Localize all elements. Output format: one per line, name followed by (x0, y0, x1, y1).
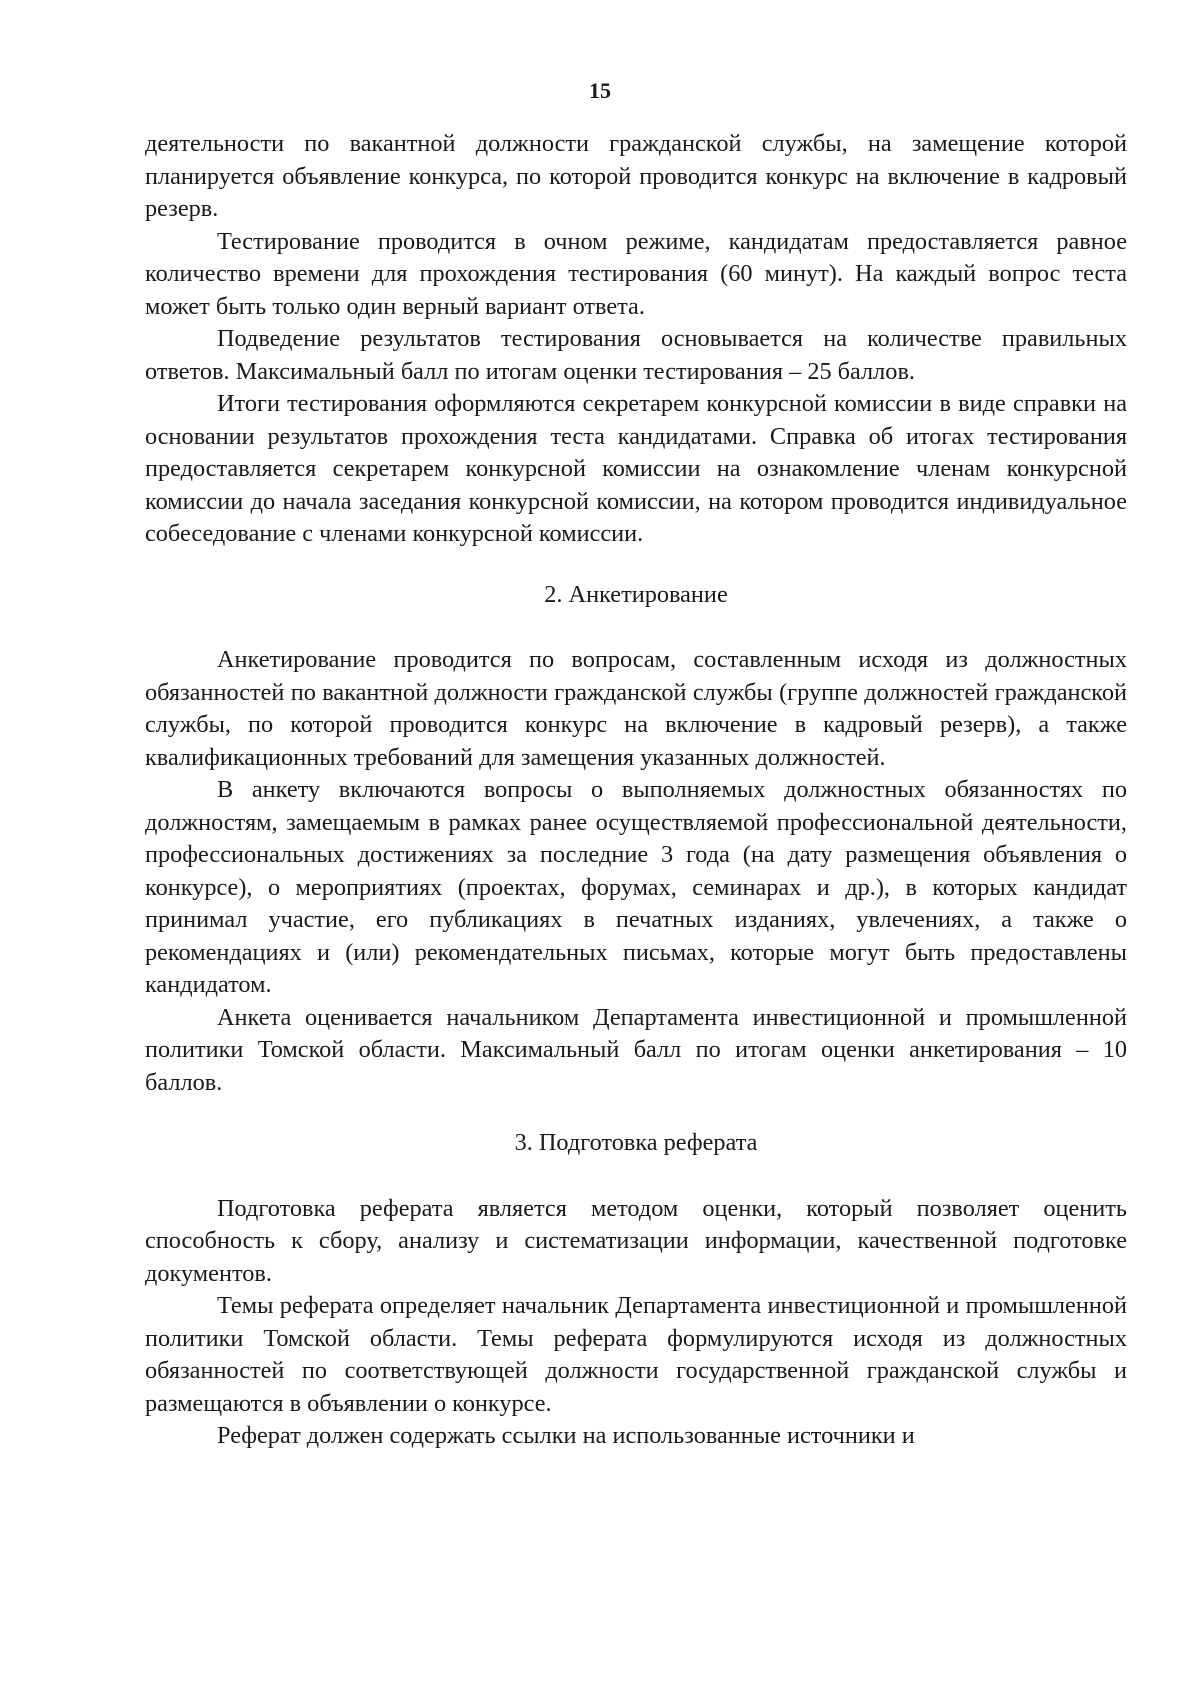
paragraph: Темы реферата определяет начальник Департамента инвестиционной и промышленной политики Томской области. Темы реферата формулируются исходя из должностных обязанностей по соответствующей должности государственной гражданской службы и размещаются в объявлении о конкурсе. (145, 1292, 1127, 1417)
section-heading-questionnaire: 2. Анкетирование (544, 580, 728, 608)
paragraph: Тестирование проводится в очном режиме, кандидатам предоставляется равное количество времени для прохождения тестирования (60 минут). На каждый вопрос теста может быть только один верный вариант ответа. (145, 227, 1127, 320)
paragraph: Подведение результатов тестирования основывается на количестве правильных ответов. Максимальный балл по итогам оценки тестирования – 25 баллов. (145, 325, 1127, 385)
page-number: 15 (589, 78, 611, 103)
paragraph: Реферат должен содержать ссылки на использованные источники и (217, 1422, 915, 1449)
paragraph: Анкета оценивается начальником Департамента инвестиционной и промышленной политики Томской области. Максимальный балл по итогам оценки анкетирования – 10 баллов. (145, 1003, 1127, 1096)
section-heading-essay: 3. Подготовка реферата (514, 1129, 758, 1156)
document-body (145, 128, 1127, 1453)
paragraph: Итоги тестирования оформляются секретарем конкурсной комиссии в виде справки на основании результатов прохождения теста кандидатами. Справка об итогах тестирования предоставляется секретарем конкурсной комиссии на ознакомление членам конкурсной комиссии до начала заседания конкурсной комиссии, на котором проводится индивидуальное собеседование с членами конкурсной комиссии. (145, 390, 1127, 547)
paragraph: деятельности по вакантной должности гражданской службы, на замещение которой планируется объявление конкурса, по которой проводится конкурс на включение в кадровый резерв. (145, 130, 1127, 222)
paragraph: В анкету включаются вопросы о выполняемых должностных обязанностях по должностям, замещаемым в рамках ранее осуществляемой профессиональной деятельности, профессиональных достижениях за последние 3 года (на дату размещения объявления о конкурсе), о мероприятиях (проектах, форумах, семинарах и др.), в которых кандидат принимал участие, его публикациях в печатных изданиях, увлечениях, а также о рекомендациях и (или) рекомендательных письмах, которые могут быть предоставлены кандидатом. (145, 776, 1127, 998)
paragraph: Анкетирование проводится по вопросам, составленным исходя из должностных обязанностей по вакантной должности гражданской службы (группе должностей гражданской службы, по которой проводится конкурс на включение в кадровый резерв), а также квалификационных требований для замещения указанных должностей. (145, 646, 1127, 771)
paragraph: Подготовка реферата является методом оценки, который позволяет оценить способность к сбору, анализу и систематизации информации, качественной подготовке документов. (145, 1194, 1127, 1287)
